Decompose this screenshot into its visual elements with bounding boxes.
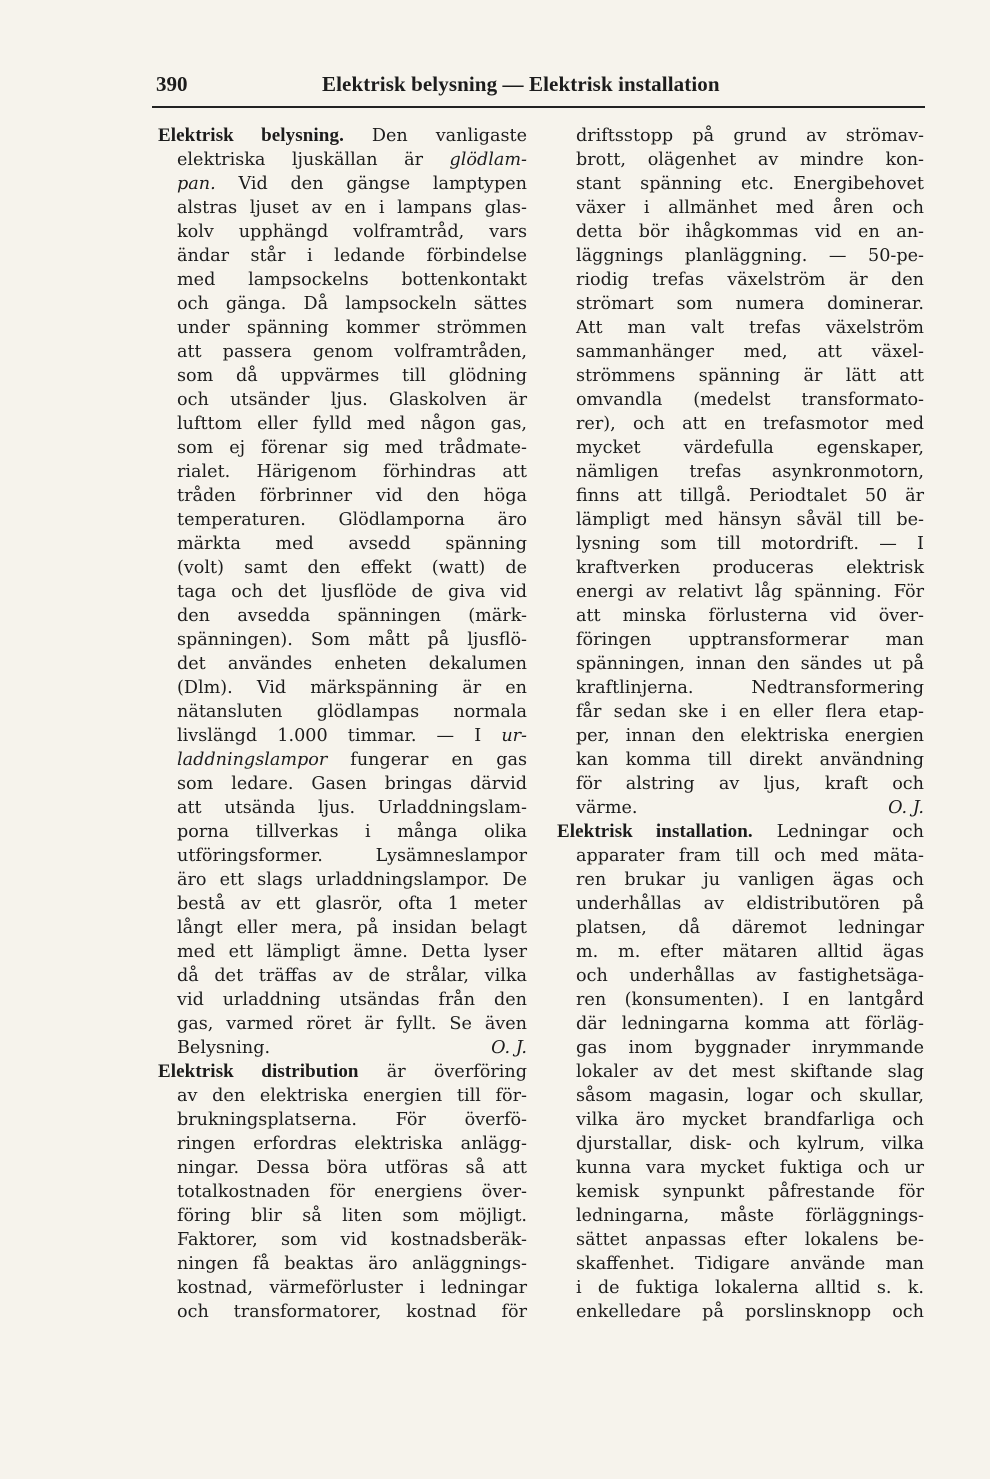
entry-line: märkta med avsedd spänning — [177, 534, 527, 554]
entry-line: lämpligt med hänsyn såväl till be- — [576, 510, 924, 530]
entry-line: strömmens spänning är lätt att — [576, 366, 924, 386]
entry-line: som ledare. Gasen bringas därvid — [177, 774, 527, 794]
entry-elektrisk-belysning — [152, 124, 527, 1060]
entry-line: vid urladdning utsändas från den — [177, 990, 527, 1010]
entry-elektrisk-installation — [551, 820, 924, 1324]
entry-line: och gänga. Då lampsockeln sättes — [177, 294, 527, 314]
entry-line: mycket värdefulla egenskaper, — [576, 438, 924, 458]
entry-line: kraftverken produceras elektrisk — [576, 558, 924, 578]
entry-line: där ledningarna komma att förläg- — [576, 1014, 924, 1034]
entry-line — [152, 172, 527, 196]
entry-line: rer), och att en trefasmotor med — [576, 414, 924, 434]
entry-line: finns att tillgå. Periodtalet 50 är — [576, 486, 924, 506]
italic-term: laddningslampor — [177, 750, 328, 770]
entry-line: brukningsplatserna. För överfö- — [177, 1110, 527, 1130]
entry-term: Elektrisk distribution — [158, 1061, 359, 1082]
entry-line: ren brukar ju vanligen ägas och — [576, 870, 924, 890]
entry-line: driftsstopp på grund av strömav- — [576, 126, 924, 146]
entry-line: lysning som till motordrift. — I — [576, 534, 924, 554]
entry-line: ningen få beaktas äro anläggnings- — [177, 1254, 527, 1274]
entry-line: växer i allmänhet med åren och — [576, 198, 924, 218]
entry-line: med ett lämpligt ämne. Detta lyser — [177, 942, 527, 962]
entry-line: lokaler av det mest skiftande slag — [576, 1062, 924, 1082]
entry-line: att utsända ljus. Urladdningslam- — [177, 798, 527, 818]
entry-line — [551, 820, 924, 844]
author-signature: O. J. — [888, 798, 924, 818]
entry-line: kemisk synpunkt påfrestande för — [576, 1182, 924, 1202]
line-text: är överföring — [358, 1062, 527, 1082]
entry-line: får sedan ske i en eller flera etap- — [576, 702, 924, 722]
entry-line: gas inom byggnader inrymmande — [576, 1038, 924, 1058]
entry-line: ringen erfordras elektriska anlägg- — [177, 1134, 527, 1154]
entry-line: totalkostnaden för energiens över- — [177, 1182, 527, 1202]
entry-term: Elektrisk belysning. — [158, 125, 344, 146]
entry-line: bestå av ett glasrör, ofta 1 meter — [177, 894, 527, 914]
right-column — [551, 124, 924, 1324]
entry-line: som ej förenar sig med trådmate- — [177, 438, 527, 458]
entry-line: nämligen trefas asynkronmotorn, — [576, 462, 924, 482]
entry-line: med lampsockelns bottenkontakt — [177, 270, 527, 290]
entry-line: detta bör ihågkommas vid en an- — [576, 222, 924, 242]
line-text: Ledningar och — [752, 822, 924, 842]
page-number: 390 — [156, 72, 188, 96]
entry-line: och transformatorer, kostnad för — [177, 1302, 527, 1322]
entry-line: i de fuktiga lokalerna alltid s. k. — [576, 1278, 924, 1298]
line-text: värme. — [576, 798, 638, 818]
entry-line: ningar. Dessa böra utföras så att — [177, 1158, 527, 1178]
entry-line: skaffenhet. Tidigare använde man — [576, 1254, 924, 1274]
entry-line — [551, 796, 924, 820]
line-text: elektriska ljuskällan är — [177, 150, 450, 170]
entry-line: föringen upptransformerar man — [576, 630, 924, 650]
entry-line: apparater fram till och med mäta- — [576, 846, 924, 866]
entry-line: kolv upphängd volframtråd, vars — [177, 222, 527, 242]
entry-line: omvandla (medelst transformato- — [576, 390, 924, 410]
entry-line: sättet anpassas efter lokalens be- — [576, 1230, 924, 1250]
entry-line: temperaturen. Glödlamporna äro — [177, 510, 527, 530]
entry-line: alstras ljuset av en i lampans glas- — [177, 198, 527, 218]
entry-line: långt eller mera, på insidan belagt — [177, 918, 527, 938]
entry-line: djurstallar, disk- och kylrum, vilka — [576, 1134, 924, 1154]
entry-line: ren (konsumenten). I en lantgård — [576, 990, 924, 1010]
entry-line — [152, 148, 527, 172]
line-text: Den vanligaste — [343, 126, 527, 146]
italic-term: pan. — [177, 174, 216, 194]
entry-line: vilka äro mycket brandfarliga och — [576, 1110, 924, 1130]
line-text: fungerar en gas — [327, 750, 527, 770]
entry-line — [152, 124, 527, 148]
italic-term: ur- — [501, 726, 527, 746]
entry-line: den avsedda spänningen (märk- — [177, 606, 527, 626]
entry-line: ändar står i ledande förbindelse — [177, 246, 527, 266]
entry-line: äro ett slags urladdningslampor. De — [177, 870, 527, 890]
entry-line — [152, 748, 527, 772]
entry-line: av den elektriska energien till för- — [177, 1086, 527, 1106]
entry-line: rialet. Härigenom förhindras att — [177, 462, 527, 482]
entry-line: att passera genom volframtråden, — [177, 342, 527, 362]
entry-line: m. m. efter mätaren alltid ägas — [576, 942, 924, 962]
entry-line: läggnings planläggning. — 50-pe- — [576, 246, 924, 266]
entry-line: för alstring av ljus, kraft och — [576, 774, 924, 794]
entry-line: energi av relativt låg spänning. För — [576, 582, 924, 602]
author-signature: O. J. — [491, 1038, 527, 1058]
italic-term: glödlam- — [449, 150, 527, 170]
entry-line: att minska förlusterna vid över- — [576, 606, 924, 626]
entry-line: föring blir så liten som möjligt. — [177, 1206, 527, 1226]
entry-line: taga och det ljusflöde de giva vid — [177, 582, 527, 602]
left-column — [152, 124, 527, 1324]
entry-line: strömart som numera dominerar. — [576, 294, 924, 314]
entry-line: kraftlinjerna. Nedtransformering — [576, 678, 924, 698]
line-text: Belysning. — [177, 1038, 271, 1058]
entry-line: och underhållas av fastighetsäga- — [576, 966, 924, 986]
entry-line: (volt) samt den effekt (watt) de — [177, 558, 527, 578]
entry-line: Faktorer, som vid kostnadsberäk- — [177, 1230, 527, 1250]
entry-line: tråden förbrinner vid den höga — [177, 486, 527, 506]
header-rule — [152, 106, 925, 108]
entry-line: ledningarna, måste förläggnings- — [576, 1206, 924, 1226]
entry-line: sammanhänger med, att växel- — [576, 342, 924, 362]
entry-line: enkelledare på porslinsknopp och — [576, 1302, 924, 1322]
entry-line: gas, varmed röret är fyllt. Se även — [177, 1014, 527, 1034]
entry-line: per, innan den elektriska energien — [576, 726, 924, 746]
entry-line: och utsänder ljus. Glaskolven är — [177, 390, 527, 410]
entry-line: Att man valt trefas växelström — [576, 318, 924, 338]
entry-line: brott, olägenhet av mindre kon- — [576, 150, 924, 170]
entry-line: porna tillverkas i många olika — [177, 822, 527, 842]
line-text: Vid den gängse lamptypen — [215, 174, 527, 194]
entry-line: kostnad, värmeförluster i ledningar — [177, 1278, 527, 1298]
entry-line: riodig trefas växelström är den — [576, 270, 924, 290]
entry-elektrisk-distribution — [152, 1060, 527, 1324]
entry-line — [152, 724, 527, 748]
entry-elektrisk-distribution-continued — [551, 124, 924, 820]
entry-line: det användes enheten dekalumen — [177, 654, 527, 674]
entry-term: Elektrisk installation. — [557, 821, 753, 842]
entry-line: kan komma till direkt användning — [576, 750, 924, 770]
entry-line: spänningen, innan den sändes ut på — [576, 654, 924, 674]
line-text: livslängd 1.000 timmar. — I — [177, 726, 502, 746]
running-header — [156, 72, 924, 98]
entry-line: kunna vara mycket fuktiga och ur — [576, 1158, 924, 1178]
entry-line: nätansluten glödlampas normala — [177, 702, 527, 722]
entry-line: underhållas av eldistributören på — [576, 894, 924, 914]
entry-line: spänningen). Som mått på ljusflö- — [177, 630, 527, 650]
entry-line: som då uppvärmes till glödning — [177, 366, 527, 386]
entry-line: stant spänning etc. Energibehovet — [576, 174, 924, 194]
running-title: Elektrisk belysning — Elektrisk installation — [322, 72, 720, 96]
entry-line: då det träffas av de strålar, vilka — [177, 966, 527, 986]
entry-line: under spänning kommer strömmen — [177, 318, 527, 338]
entry-line: (Dlm). Vid märkspänning är en — [177, 678, 527, 698]
entry-line — [152, 1036, 527, 1060]
entry-line: såsom magasin, logar och skullar, — [576, 1086, 924, 1106]
entry-line: lufttom eller fylld med någon gas, — [177, 414, 527, 434]
entry-line: utföringsformer. Lysämneslampor — [177, 846, 527, 866]
entry-line: platsen, då däremot ledningar — [576, 918, 924, 938]
entry-line — [152, 1060, 527, 1084]
